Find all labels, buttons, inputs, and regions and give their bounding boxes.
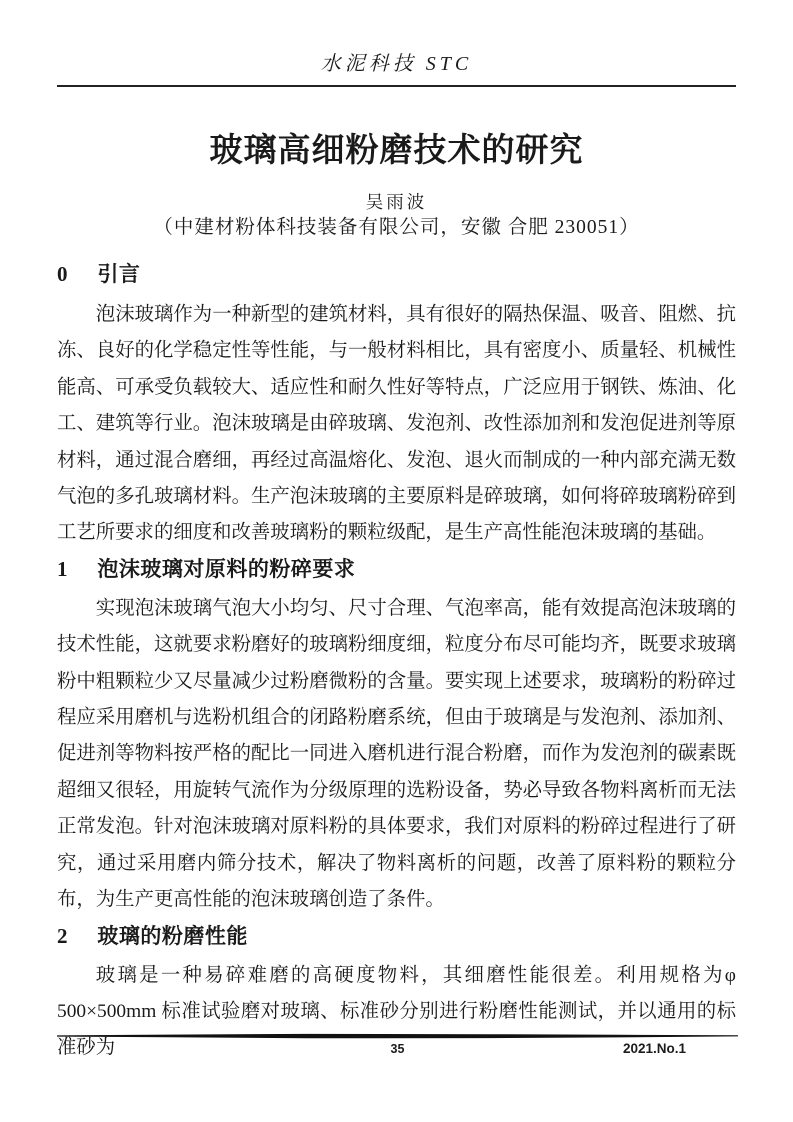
section-title: 泡沫玻璃对原料的粉碎要求 [97,557,356,581]
issue-label: 2021.No.1 [622,1041,686,1056]
section-heading-1 [57,556,736,583]
header-rule [57,85,736,87]
author-affiliation: （中建材粉体科技装备有限公司，安徽 合肥 230051） [153,217,640,238]
page-footer [57,1033,738,1059]
section-heading-0 [57,261,736,288]
author-name: 吴雨波 [365,192,428,212]
section-title: 玻璃的粉磨性能 [97,924,248,948]
section-number: 0 [57,262,68,286]
section-number: 2 [57,923,68,948]
paragraph: 泡沫玻璃作为一种新型的建筑材料，具有很好的隔热保温、吸音、阻燃、抗冻、良好的化学稳定性等性能，与一般材料相比，具有密度小、质量轻、机械性能高、可承受负载较大、适应性和耐久性好等特点，广泛应用于钢铁、炼油、化工、建筑等行业。泡沫玻璃是由碎玻璃、发泡剂、改性添加剂和发泡促进剂等原材料，通过混合磨细，再经过高温熔化、发泡、退火而制成的一种内部充满无数气泡的多孔玻璃材料。生产泡沫玻璃的主要原料是碎玻璃，如何将碎玻璃粉碎到工艺所要求的细度和改善玻璃粉的颗粒级配，是生产高性能泡沫玻璃的基础。 [57,304,736,544]
paragraph: 玻璃是一种易碎难磨的高硬度物料，其细磨性能很差。利用规格为φ 500×500mm 标准试验磨对玻璃、标准砂分别进行粉磨性能测试，并以通用的标准砂为 [57,964,736,1059]
journal-name: 水泥科技 STC [320,53,473,75]
article-title: 玻璃高细粉磨技术的研究 [209,131,584,168]
section-title: 引言 [97,263,141,286]
section-heading-2 [57,923,736,950]
page-number: 35 [390,1042,405,1056]
section-number: 1 [57,556,68,581]
footer-rule [57,1033,738,1039]
footer-text-row [57,1041,738,1059]
paragraph: 实现泡沫玻璃气泡大小均匀、尺寸合理、气泡率高，能有效提高泡沫玻璃的技术性能，这就要求粉磨好的玻璃粉细度细，粒度分布尽可能均齐，既要求玻璃粉中粗颗粒少又尽量减少过粉磨微粉的含量。要实现上述要求，玻璃粉的粉碎过程应采用磨机与选粉机组合的闭路粉磨系统，但由于玻璃是与发泡剂、添加剂、促进剂等物料按严格的配比一同进入磨机进行混合粉磨，而作为发泡剂的碳素既超细又很轻，用旋转气流作为分级原理的选粉设备，势必导致各物料离析而无法正常发泡。针对泡沫玻璃对原料粉的具体要求，我们对原料的粉碎过程进行了研究，通过采用磨内筛分技术，解决了物料离析的问题，改善了原料粉的颗粒分布，为生产更高性能的泡沫玻璃创造了条件。 [57,597,736,911]
